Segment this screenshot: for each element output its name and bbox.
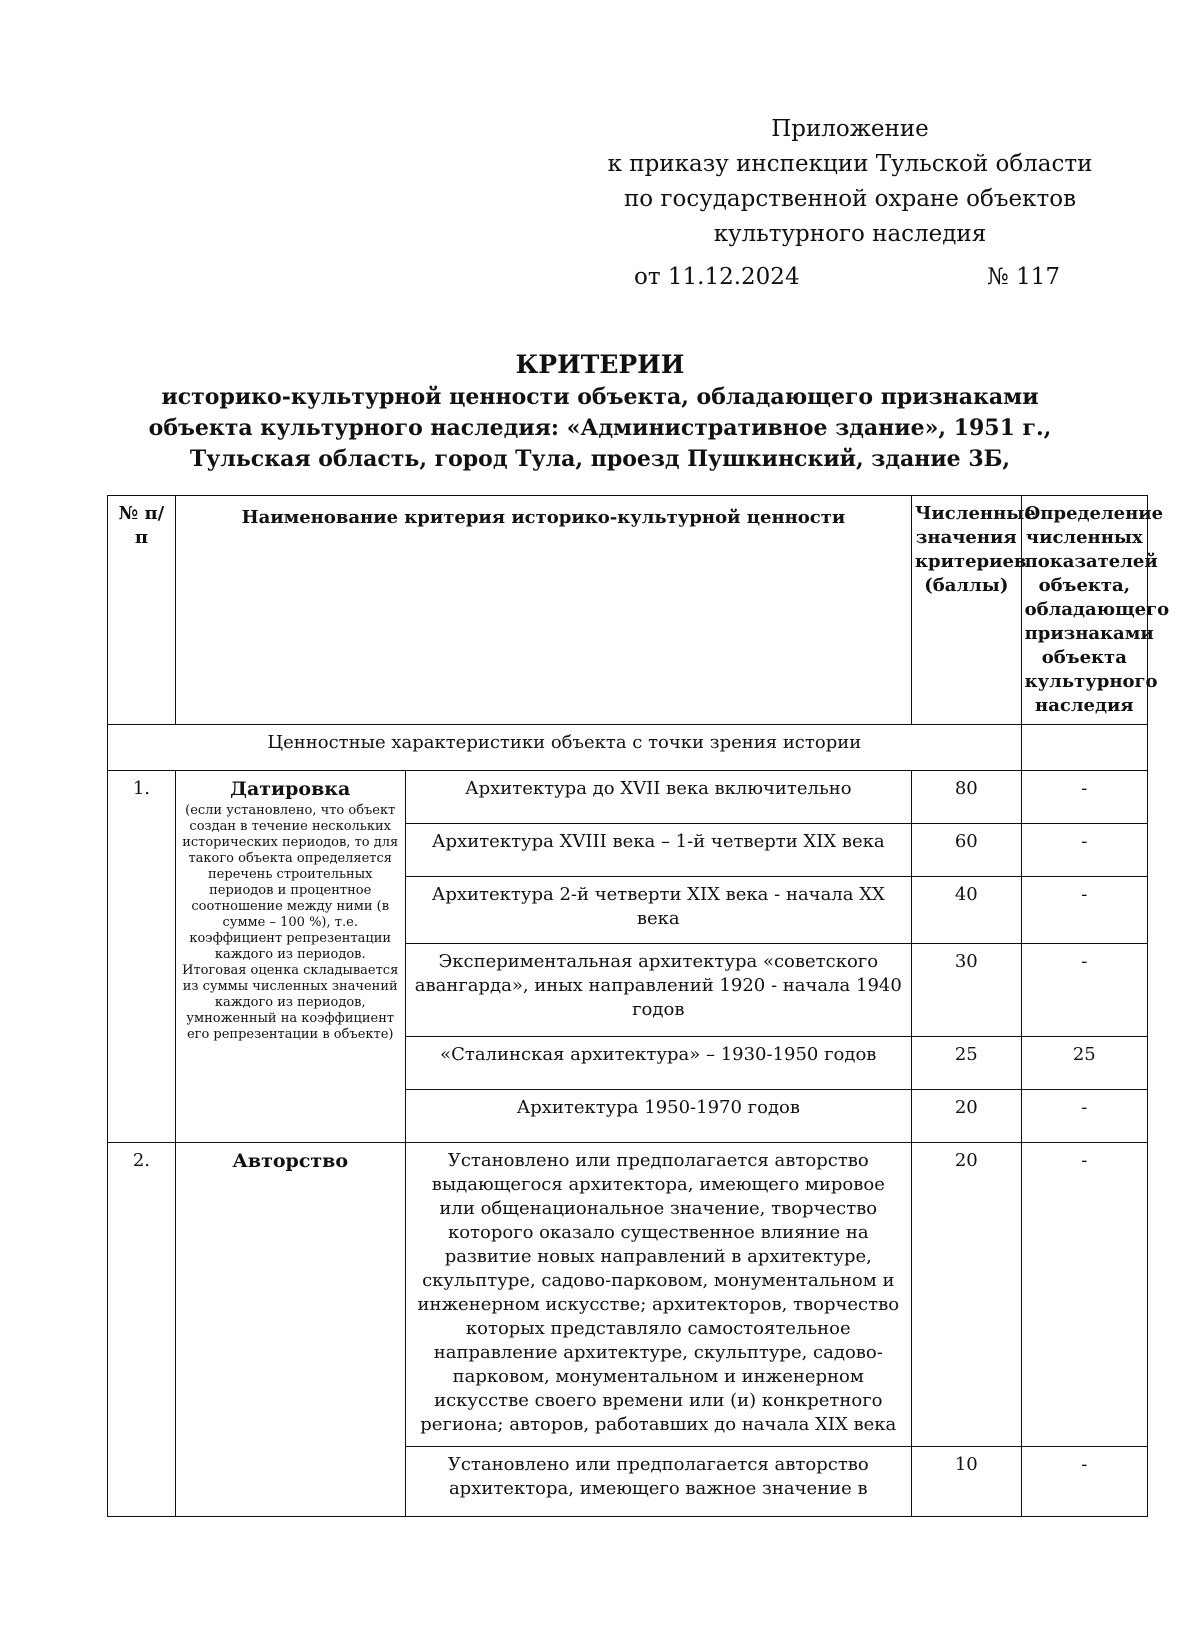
criterion-1-row-5-object: 25 [1021,1037,1147,1090]
criterion-1-row-4-desc: Экспериментальная архитектура «советского авангарда», иных направлений 1920 - начала 1940 годов [405,944,911,1037]
order-reference: к приказу инспекции Тульской области [607,151,1093,177]
date-number-line [600,260,1100,295]
criterion-1-number: 1. [108,771,176,1143]
title-line-3: Тульская область, город Тула, проезд Пушкинский, здание 3Б, [189,446,1011,472]
appendix-label: Приложение [771,116,929,142]
criterion-1-row-2-desc: Архитектура XVIII века – 1-й четверти XIX века [405,824,911,877]
criterion-1-row-2-value: 60 [912,824,1022,877]
criterion-1-note: (если установлено, что объект создан в течение нескольких исторических периодов, то для такого объекта определяется перечень строительных периодов и процентное соотношение между ними (в сумме – 100 %), т.е. коэффициент репрезентации каждого из периодов. Итоговая оценка складывается из суммы численных значений каждого из периодов, умноженный на коэффициент его репрезентации в объекте) [182,803,399,1042]
table-row [108,771,1148,824]
criterion-1-row-5-value: 25 [912,1037,1022,1090]
criterion-2-number: 2. [108,1143,176,1517]
criterion-1-row-2-object: - [1021,824,1147,877]
criterion-1-cell [175,771,405,1143]
criterion-2-row-2-value: 10 [912,1447,1022,1517]
title-line-2: объекта культурного наследия: «Административное здание», 1951 г., [148,415,1052,441]
criterion-1-row-1-desc: Архитектура до XVII века включительно [405,771,911,824]
criterion-1-row-6-desc: Архитектура 1950-1970 годов [405,1090,911,1143]
criterion-2-row-2-object: - [1021,1447,1147,1517]
criterion-1-row-1-value: 80 [912,771,1022,824]
criterion-1-name: Датировка [230,778,351,800]
criterion-1-row-6-object: - [1021,1090,1147,1143]
title-main: КРИТЕРИИ [515,350,685,379]
criterion-1-row-6-value: 20 [912,1090,1022,1143]
section-empty-cell [1021,725,1147,771]
criterion-1-row-1-object: - [1021,771,1147,824]
criterion-2-row-2-desc: Установлено или предполагается авторство архитектора, имеющего важное значение в [405,1447,911,1517]
section-row [108,725,1148,771]
section-history-title: Ценностные характеристики объекта с точки зрения истории [108,725,1022,771]
col-header-num: № п/п [108,496,176,725]
order-reference-2: по государственной охране объектов [623,186,1077,212]
criterion-1-row-3-value: 40 [912,877,1022,944]
col-header-object: Определение численных показателей объекта, обладающего признаками объекта культурного наследия [1021,496,1147,725]
criterion-2-cell [175,1143,405,1517]
criterion-2-row-1-object: - [1021,1143,1147,1447]
table-header-row [108,496,1148,725]
criterion-1-row-3-object: - [1021,877,1147,944]
appendix-header [600,112,1100,295]
document-title [100,348,1100,475]
order-reference-3: культурного наследия [713,221,987,247]
order-number: № 117 [987,264,1060,290]
criterion-2-row-1-value: 20 [912,1143,1022,1447]
criterion-2-row-1-desc: Установлено или предполагается авторство выдающегося архитектора, имеющего мировое или общенациональное значение, творчество которого оказало существенное влияние на развитие новых направлений в архитектуре, скульптуре, садово-парковом, монументальном и инженерном искусстве; архитекторов, творчество которых представляло самостоятельное направление архитектуре, скульптуре, садово-парковом, монументальном и инженерном искусстве своего времени или (и) конкретного региона; авторов, работавших до начала XIX века [405,1143,911,1447]
order-date: от 11.12.2024 [634,264,800,290]
criterion-1-row-4-value: 30 [912,944,1022,1037]
title-line-1: историко-культурной ценности объекта, обладающего признаками [161,384,1039,410]
col-header-name: Наименование критерия историко-культурной ценности [175,496,911,725]
criterion-2-name: Авторство [232,1150,349,1172]
criteria-table [107,495,1170,1517]
criterion-1-row-5-desc: «Сталинская архитектура» – 1930-1950 годов [405,1037,911,1090]
criterion-1-row-4-object: - [1021,944,1147,1037]
col-header-values: Численные значения критериев (баллы) [912,496,1022,725]
criterion-1-row-3-desc: Архитектура 2-й четверти XIX века - начала XX века [405,877,911,944]
table-row [108,1143,1148,1447]
